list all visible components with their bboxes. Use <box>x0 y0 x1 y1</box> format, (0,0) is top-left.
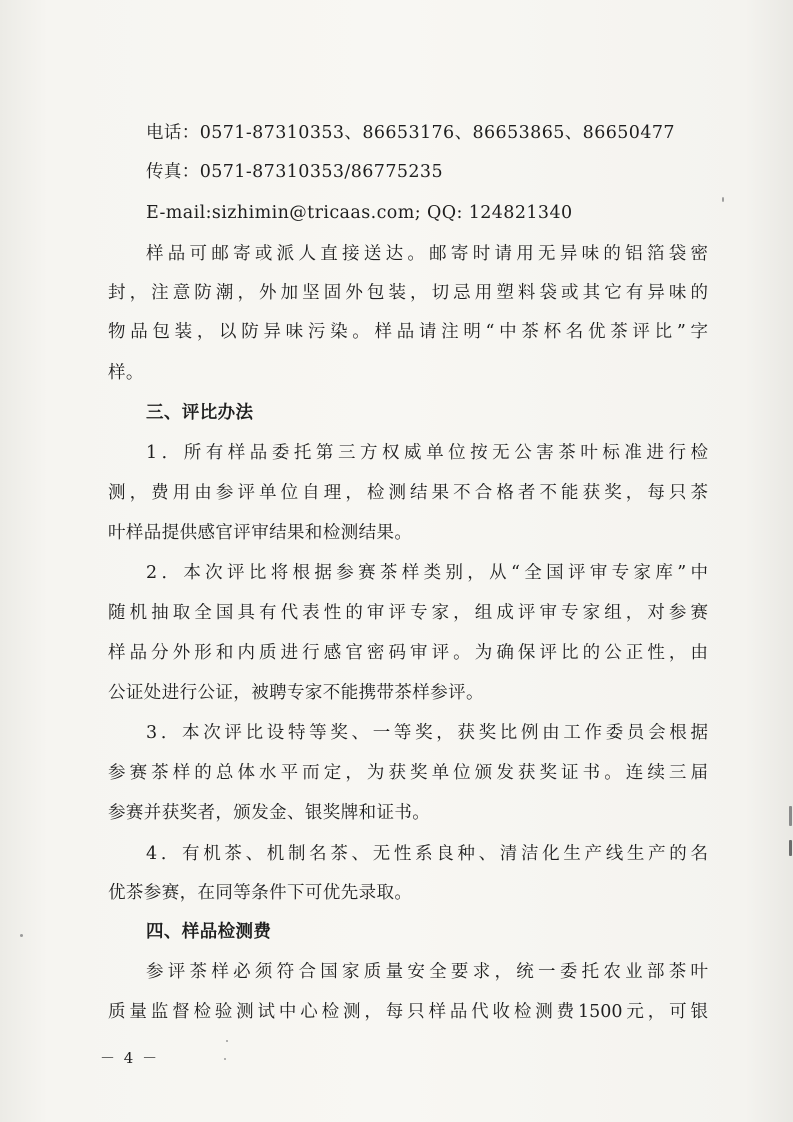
section-3-item-2-line: 2．本次评比将根据参赛茶样类别，从“全国评审专家库”中 <box>146 563 708 583</box>
section-3-item-1-line: 测，费用由参评单位自理，检测结果不合格者不能获奖，每只茶 <box>108 483 708 503</box>
contact-phone: 电话：0571-87310353、86653176、86653865、86650477 <box>146 123 675 143</box>
section-4-heading: 四、样品检测费 <box>146 922 272 942</box>
section-3-item-4-line: 优茶参赛，在同等条件下可优先录取。 <box>108 883 413 903</box>
scan-speck <box>20 934 23 937</box>
section-3-item-3-line: 参赛茶样的总体水平而定，为获奖单位颁发获奖证书。连续三届 <box>108 763 708 783</box>
section-3-item-2-line: 公证处进行公证，被聘专家不能携带茶样参评。 <box>108 683 484 703</box>
section-3-item-3-line: 参赛并获奖者，颁发金、银奖牌和证书。 <box>108 803 431 823</box>
sample-paragraph-line: 样。 <box>108 363 144 383</box>
section-3-item-4-line: 4．有机茶、机制名茶、无性系良种、清洁化生产线生产的名 <box>146 844 708 864</box>
scan-speck <box>224 1058 226 1060</box>
section-3-item-2-line: 样品分外形和内质进行感官密码审评。为确保评比的公正性，由 <box>108 643 708 663</box>
scan-speck <box>722 197 724 202</box>
sample-paragraph-line: 样品可邮寄或派人直接送达。邮寄时请用无异味的铝箔袋密 <box>146 244 708 264</box>
page-number: － 4 － <box>100 1049 160 1067</box>
section-3-item-1-line: 叶样品提供感官评审结果和检测结果。 <box>108 523 413 543</box>
scan-speck <box>226 1040 228 1042</box>
section-4-body-line: 参评茶样必须符合国家质量安全要求，统一委托农业部茶叶 <box>146 962 708 982</box>
sample-paragraph-line: 物品包装，以防异味污染。样品请注明“中茶杯名优茶评比”字 <box>108 322 708 342</box>
section-3-item-2-line: 随机抽取全国具有代表性的审评专家，组成评审专家组，对参赛 <box>108 603 708 623</box>
section-4-body-line: 质量监督检验测试中心检测，每只样品代收检测费1500元，可银 <box>108 1002 708 1022</box>
sample-paragraph-line: 封，注意防潮，外加坚固外包装，切忌用塑料袋或其它有异味的 <box>108 283 708 303</box>
scan-edge-mark <box>789 806 792 826</box>
section-3-item-3-line: 3．本次评比设特等奖、一等奖，获奖比例由工作委员会根据 <box>146 723 708 743</box>
section-3-heading: 三、评比办法 <box>146 403 254 423</box>
section-3-item-1-line: 1．所有样品委托第三方权威单位按无公害茶叶标准进行检 <box>146 443 708 463</box>
scan-edge-mark <box>789 840 792 856</box>
contact-fax: 传真：0571-87310353/86775235 <box>146 162 443 182</box>
contact-email: E-mail:sizhimin@tricaas.com; QQ: 124821340 <box>146 203 573 223</box>
